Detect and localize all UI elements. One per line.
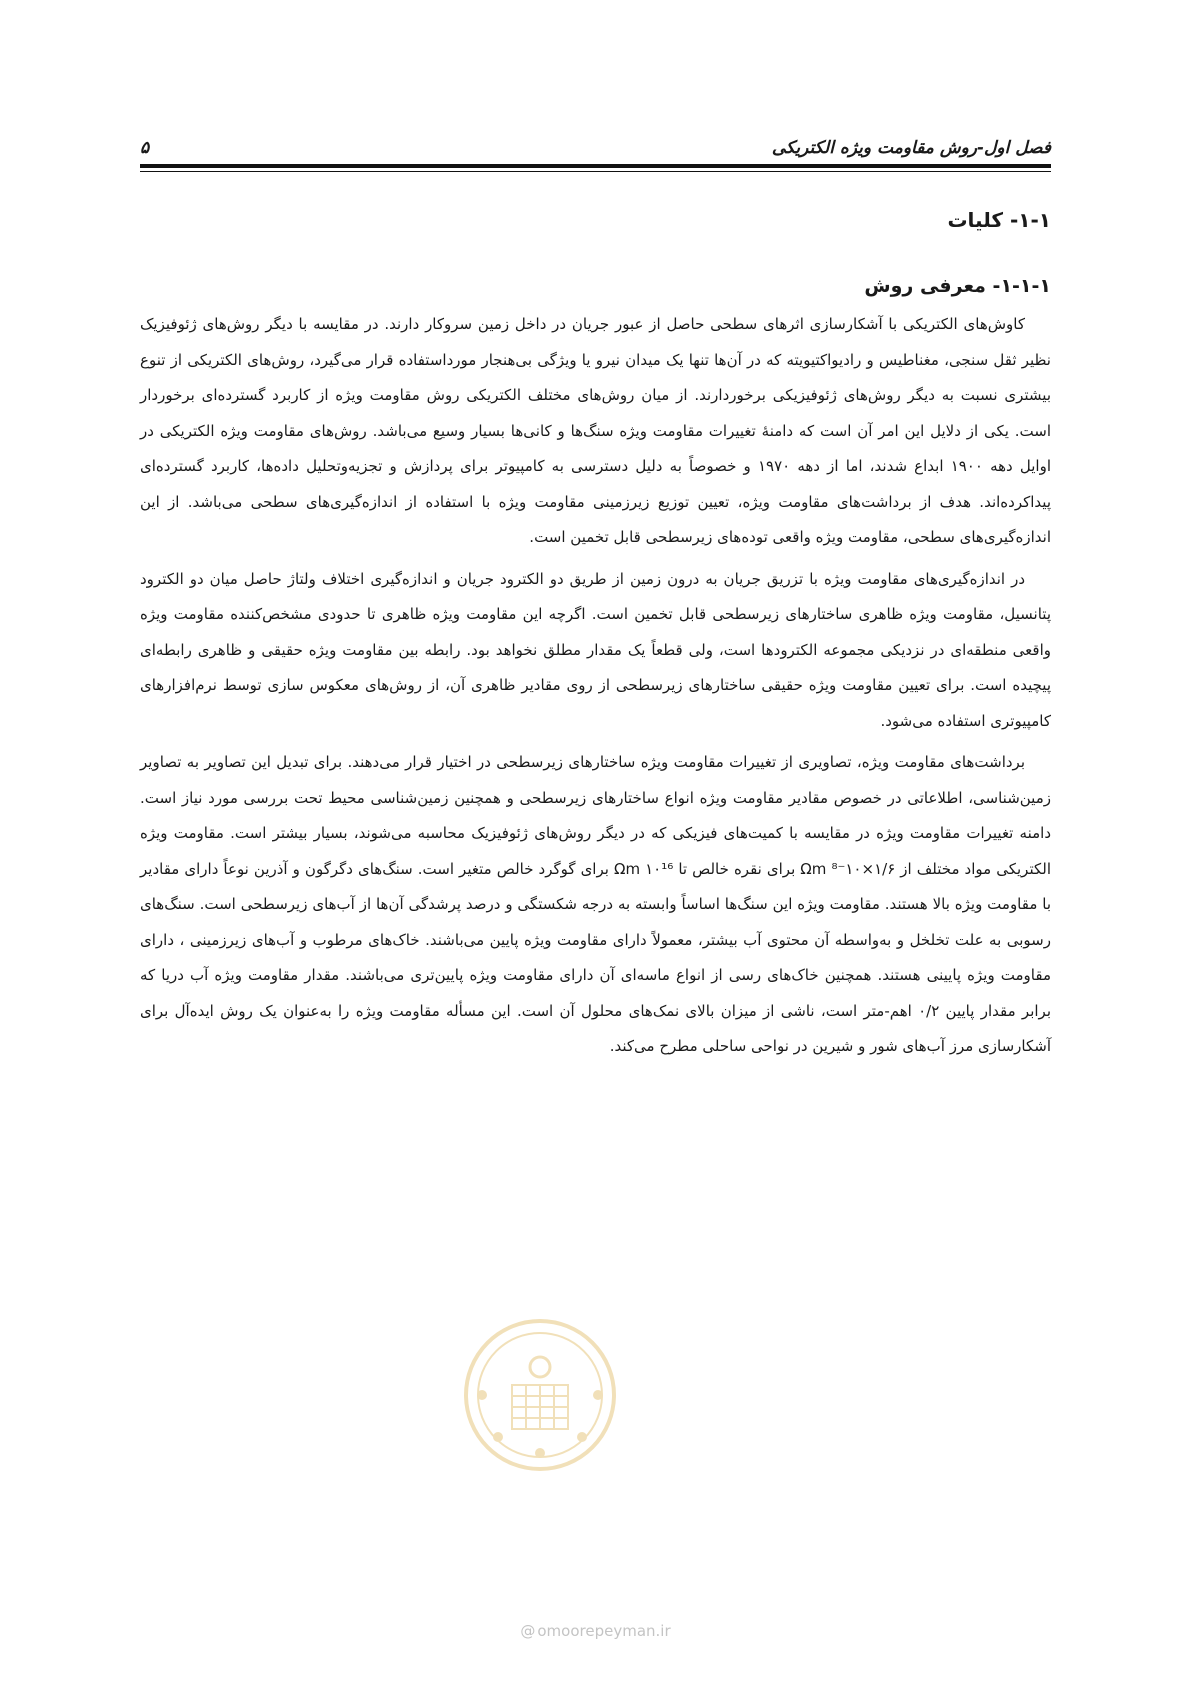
at-icon: @: [520, 1622, 536, 1640]
header-rule-thin: [140, 171, 1051, 172]
paragraph: در اندازه‌گیری‌های مقاومت ویژه با تزریق جریان به درون زمین از طریق دو الکترود جریان و اندازه‌گیری اختلاف ولتاژ حاصل میان دو الکترود پتانسیل، مقاومت ویژه ظاهری ساختارهای زیرسطحی قابل تخمین است. اگرچه این مقاومت ویژه ظاهری تا حدودی مشخص‌کننده مقاومت ویژه واقعی منطقه‌ای در نزدیکی مجموعه الکترودها است، ولی قطعاً یک مقدار مطلق نخواهد بود. رابطه بین مقاومت ویژه حقیقی و ظاهری رابطه‌ای پیچیده است. برای تعیین مقاومت ویژه حقیقی ساختارهای زیرسطحی از روی مقادیر ظاهری آن، از روش‌های معکوس سازی توسط نرم‌افزارهای کامپیوتری استفاده می‌شود.: [140, 569, 1051, 730]
watermark-url-text: omoorepeyman.ir: [537, 1622, 671, 1640]
section-heading: ۱-۱- کلیات: [947, 208, 1051, 232]
watermark-url: [0, 1622, 1191, 1640]
subsection-heading: ۱-۱-۱- معرفی روش: [864, 275, 1051, 297]
chapter-title: فصل اول-روش مقاومت ویژه الکتریکی: [771, 138, 1051, 158]
page-number: ۵: [140, 138, 150, 158]
running-header: [140, 128, 1051, 158]
header-rule-thick: [140, 164, 1051, 168]
watermark-seal-logo: [460, 1315, 620, 1475]
paragraph: برداشت‌های مقاومت ویژه، تصاویری از تغییرات مقاومت ویژه ساختارهای زیرسطحی در اختیار قرار می‌دهند. برای تبدیل این تصاویر به تصاویر زمین‌شناسی، اطلاعاتی در خصوص مقادیر مقاومت ویژه انواع ساختارهای زیرسطحی و همچنین زمین‌شناسی محیط تحت بررسی مورد نیاز است. دامنه تغییرات مقاومت ویژه در مقایسه با کمیت‌های فیزیکی که در دیگر روش‌های ژئوفیزیک محاسبه می‌شوند، بسیار بیشتر است. مقاومت ویژه الکتریکی مواد مختلف از ۱/۶×۱۰⁻⁸ Ωm برای نقره خالص تا ۱۰¹⁶ Ωm برای گوگرد خالص متغیر است. سنگ‌های دگرگون و آذرین نوعاً دارای مقادیر با مقاومت ویژه بالا هستند. مقاومت ویژه این سنگ‌ها اساساً وابسته به درجه شکستگی و درصد پرشدگی آن‌ها از آب‌های زیرسطحی است. سنگ‌های رسوبی به علت تخلخل و به‌واسطه آن محتوی آب بیشتر، معمولاً دارای مقاومت ویژه پایین می‌باشند. خاک‌های مرطوب و آب‌های زیرزمینی ، دارای مقاومت ویژه پایینی هستند. همچنین خاک‌های رسی از انواع ماسه‌ای آن دارای مقاومت ویژه پایین‌تری می‌باشند. مقدار مقاومت ویژه آب دریا که برابر مقدار پایین ۰/۲ اهم-متر است، ناشی از میزان بالای نمک‌های محلول آن است. این مسأله مقاومت ویژه را به‌عنوان یک روش ایده‌آل برای آشکارسازی مرز آب‌های شور و شیرین در نواحی ساحلی مطرح می‌کند.: [140, 753, 1052, 1055]
page-body: [140, 205, 1051, 1071]
paragraph: کاوش‌های الکتریکی با آشکارسازی اثرهای سطحی حاصل از عبور جریان در داخل زمین سروکار دارند. در مقایسه با دیگر روش‌های ژئوفیزیک نظیر ثقل سنجی، مغناطیس و رادیواکتیویته که در آن‌ها تنها یک میدان نیرو یا ویژگی بی‌هنجار مورداستفاده قرار می‌گیرد، روش‌های الکتریکی از تنوع بیشتری نسبت به دیگر روش‌های ژئوفیزیکی برخوردارند. از میان روش‌های مختلف الکتریکی روش مقاومت ویژه از کاربرد گسترده‌ای برخوردار است. یکی از دلایل این امر آن است که دامنهٔ تغییرات مقاومت ویژه سنگ‌ها و کانی‌ها بسیار وسیع می‌باشد. روش‌های مقاومت ویژه الکتریکی در اوایل دهه ۱۹۰۰ ابداع شدند، اما از دهه ۱۹۷۰ و خصوصاً به دلیل دسترسی به کامپیوتر برای پردازش و تجزیه‌وتحلیل داده‌ها، کاربرد گسترده‌ای پیداکرده‌اند. هدف از برداشت‌های مقاومت ویژه، تعیین توزیع زیرزمینی مقاومت ویژه با استفاده از اندازه‌گیری‌های سطحی می‌باشد. از این اندازه‌گیری‌های سطحی، مقاومت ویژه واقعی توده‌های زیرسطحی قابل تخمین است.: [140, 315, 1052, 546]
